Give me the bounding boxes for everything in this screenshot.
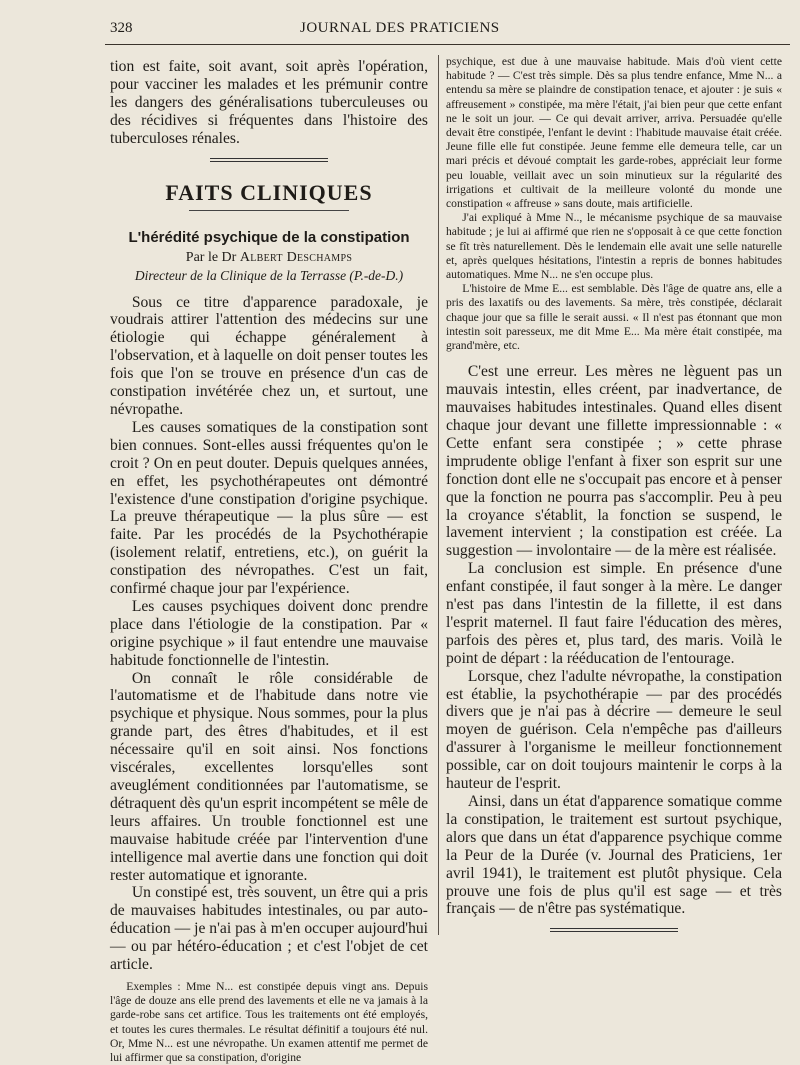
examples-paragraph: Exemples : Mme N... est constipée depuis vingt ans. Depuis l'âge de douze ans elle prend des lavements et elle ne va jamais à la garde-robe sans cet artifice. Tous les traitements ont été employés, et toutes les cures thermales. Le résultat définitif a toujours été nul. Or, Mme N... est une névropathe. Un examen attentif me permet de lui affirmer que sa constipation, d'origine: [110, 979, 428, 1064]
article-title: L'hérédité psychique de la constipation: [128, 228, 410, 246]
author-name: Albert Deschamps: [239, 249, 353, 265]
body-paragraph: On connaît le rôle considérable de l'automatisme et de l'habitude dans notre vie psychique et physique. Nous sommes, pour la plus grande part, des êtres d'habitudes, et il est nécessaire qu'il en soit ainsi. Nos fonctions viscérales, excellentes lorsqu'elles sont aveuglément conditionnées par l'automatisme, se détraquent dès qu'un esprit incompétent se mêle de leurs affaires. Un trouble fonctionnel est une mauvaise habitude créée par l'intervention d'une intelligence mal avertie dans une fonction qui doit rester automatique et ignorante.: [110, 669, 428, 884]
author-line: [110, 250, 428, 266]
running-title: JOURNAL DES PRATICIENS: [300, 20, 500, 36]
body-paragraph: C'est une erreur. Les mères ne lèguent pas un mauvais intestin, elles créent, par inadvertance, de mauvaises habitudes intestinales. Quand elles disent chaque jour devant une fillette impressionnable : « Cette enfant sera constipée ; » cette phrase imprudente oblige l'enfant à fixer son esprit sur une fonction dont elle ne s'occupait pas encore et à penser que la fonction ne pourra pas s'accomplir. Peu à peu la croyance s'établit, la fonction se suspend, le lavement intervient ; la constipation est créée. La suggestion — involontaire — de la mère est réalisée.: [446, 363, 782, 560]
right-column: [446, 55, 782, 932]
column-divider: [438, 55, 439, 935]
intro-paragraph: tion est faite, soit avant, soit après l'opération, pour vacciner les malades et les prémunir contre les dangers des généralisations tuberculeuses ou des récidives si fréquentes dans l'histoire des tuberculoses rénales.: [110, 58, 428, 147]
header-rule: [105, 44, 790, 45]
body-paragraph: La conclusion est simple. En présence d'une enfant constipée, il faut songer à la mère. Le danger n'est pas dans l'intestin de la fillette, il est dans l'esprit maternel. Il faut faire l'éducation des mères, parfois des pères et, plus tard, des maris. Voilà le point de départ : la rééducation de l'entourage.: [446, 560, 782, 667]
article-end-rule: [550, 928, 678, 932]
body-paragraph: Les causes somatiques de la constipation sont bien connues. Sont-elles aussi fréquentes qu'on le croit ? On en peut douter. Depuis quelques années, en effet, les psychothérapeutes ont démontré l'existence d'une constipation d'origine psychique. La preuve thérapeutique — la plus sûre — est faite. Par les procédés de la Psychothérapie (isolement relatif, entretiens, etc.), on guérit la constipation des névropathes. C'est un fait, confirmé chaque jour par l'expérience.: [110, 418, 428, 598]
body-paragraph: Les causes psychiques doivent donc prendre place dans l'étiologie de la constipation. Par « origine psychique » il faut entendre une mauvaise habitude fonctionnelle de l'intestin.: [110, 597, 428, 669]
section-title: FAITS CLINIQUES: [165, 179, 373, 205]
case-paragraph: J'ai expliqué à Mme N.., le mécanisme psychique de sa mauvaise habitude ; je lui ai affirmé que rien ne s'opposait à ce que cette fonction se fît très naturellement. Dès le lendemain elle avait une selle naturelle et, après quelques hésitations, l'intestin a repris de bonnes habitudes automatiques. Mme N... ne s'en occupe plus.: [446, 211, 782, 282]
section-title-rule: [189, 210, 349, 211]
left-column: [110, 58, 428, 1065]
author-prefix: Par le Dr: [185, 249, 237, 265]
author-affiliation: Directeur de la Clinique de la Terrasse (P.-de-D.): [134, 267, 404, 283]
body-paragraph: Un constipé est, très souvent, un être qui a pris de mauvaises habitudes intestinales, ou par auto-éducation — je n'ai pas à m'en occuper aujourd'hui — ou par hétéro-éducation ; et c'est l'objet de cet article.: [110, 884, 428, 974]
case-paragraph: L'histoire de Mme E... est semblable. Dès l'âge de quatre ans, elle a pris des laxatifs ou des lavements. Sa mère, très constipée, déclarait chaque jour que sa fille le serait aussi. « Il n'est pas étonnant que mon intestin soit paresseux, me dit Mme E... Ma mère était constipée, ma grand'mère, etc.: [446, 282, 782, 353]
body-paragraph: Sous ce titre d'apparence paradoxale, je voudrais attirer l'attention des médecins sur une étiologie qui échappe généralement à l'observation, et à laquelle on doit penser toutes les fois que l'on se trouve en présence d'un cas de constipation invétérée chez un, et surtout, une névropathe.: [110, 293, 428, 418]
body-paragraph: Ainsi, dans un état d'apparence somatique comme la constipation, le traitement est surtout psychique, alors que dans un état d'apparence psychique comme la Peur de la Durée (v. Journal des Praticiens, 1er avril 1941), le traitement est plutôt physique. Cela prouve une fois de plus qu'il est sage — et très français — de n'être pas systématique.: [446, 793, 782, 918]
case-paragraph: psychique, est due à une mauvaise habitude. Mais d'où vient cette habitude ? — C'est très simple. Dès sa plus tendre enfance, Mme N... a entendu sa mère se plaindre de constipation tenace, et ajouter : je suis « affreusement » constipée, ma mère l'était, j'ai bien peur que cette enfant ne le soit un jour. — Ce qui devait arriver, arriva. Persuadée qu'elle devait être constipée, l'enfant le devint : l'habitude mauvaise était créée. Jeune fille elle fut constipée. Jeune femme elle demeura telle, car un mari précis et dévoué comptait les garde-robes, appréciait leur forme peu louable, veillait avec un soin minutieux sur la régularité des irrigations et cultivait de la meilleure volonté du monde une constipation « affreuse » sans doute, mais artificielle.: [446, 55, 782, 211]
section-separator: [210, 158, 328, 162]
body-paragraph: Lorsque, chez l'adulte névropathe, la constipation est établie, la psychothérapie — par des procédés divers que je n'ai pas à décrire — demeure le seul moyen de guérison. Cela n'empêche pas d'ailleurs d'assurer à l'organisme le meilleur fonctionnement possible, car on doit toujours maintenir le corps à la hauteur de l'esprit.: [446, 667, 782, 793]
page-number: 328: [110, 20, 133, 36]
